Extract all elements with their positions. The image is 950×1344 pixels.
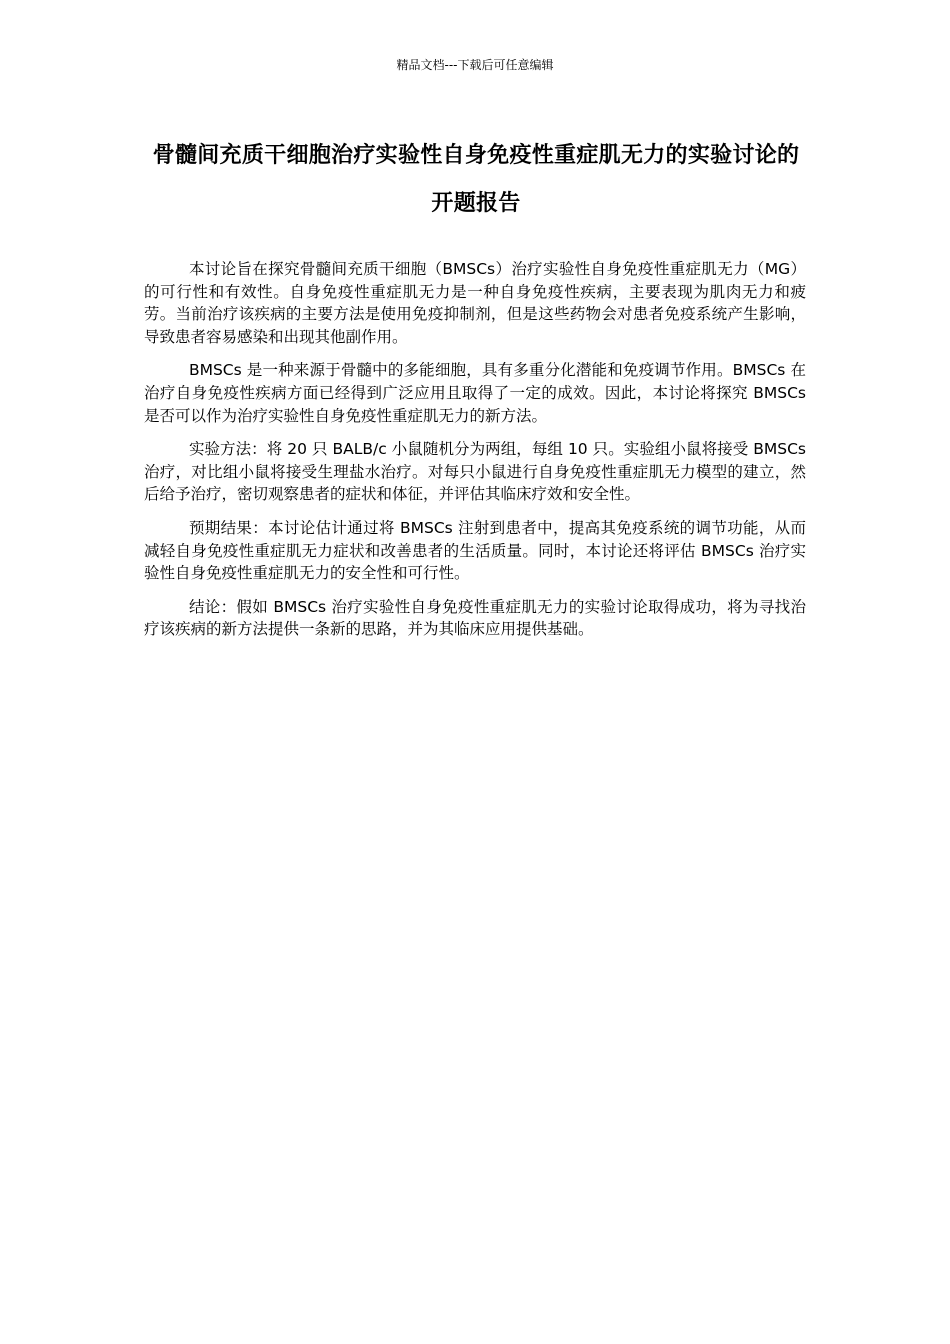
paragraph-introduction: 本讨论旨在探究骨髓间充质干细胞（BMSCs）治疗实验性自身免疫性重症肌无力（MG）的可行性和有效性。自身免疫性重症肌无力是一种自身免疫性疾病，主要表现为肌肉无力和疲劳。当前治疗该疾病的主要方法是使用免疫抑制剂，但是这些药物会对患者免疫系统产生影响，导致患者容易感染和出现其他副作用。: [144, 260, 806, 346]
paragraph-conclusion: 结论：假如 BMSCs 治疗实验性自身免疫性重症肌无力的实验讨论取得成功，将为寻找治疗该疾病的新方法提供一条新的思路，并为其临床应用提供基础。: [144, 597, 806, 639]
paragraph-expected-results: 预期结果：本讨论估计通过将 BMSCs 注射到患者中，提高其免疫系统的调节功能，从而减轻自身免疫性重症肌无力症状和改善患者的生活质量。同时，本讨论还将评估 BMSCs 治疗实验性自身免疫性重症肌无力的安全性和可行性。: [144, 518, 806, 583]
paragraph-background: BMSCs 是一种来源于骨髓中的多能细胞，具有多重分化潜能和免疫调节作用。BMSCs 在治疗自身免疫性疾病方面已经得到广泛应用且取得了一定的成效。因此，本讨论将探究 BMSCs 是否可以作为治疗实验性自身免疫性重症肌无力的新方法。: [144, 361, 806, 425]
document-title: 骨髓间充质干细胞治疗实验性自身免疫性重症肌无力的实验讨论的开题报告: [152, 143, 800, 216]
header-note: 精品文档---下载后可任意编辑: [396, 58, 554, 72]
paragraph-methods: 实验方法：将 20 只 BALB/c 小鼠随机分为两组，每组 10 只。实验组小鼠将接受 BMSCs 治疗，对比组小鼠将接受生理盐水治疗。对每只小鼠进行自身免疫性重症肌无力模型的建立，然后给予治疗，密切观察患者的症状和体征，并评估其临床疗效和安全性。: [144, 440, 806, 504]
document-body: [144, 258, 806, 652]
